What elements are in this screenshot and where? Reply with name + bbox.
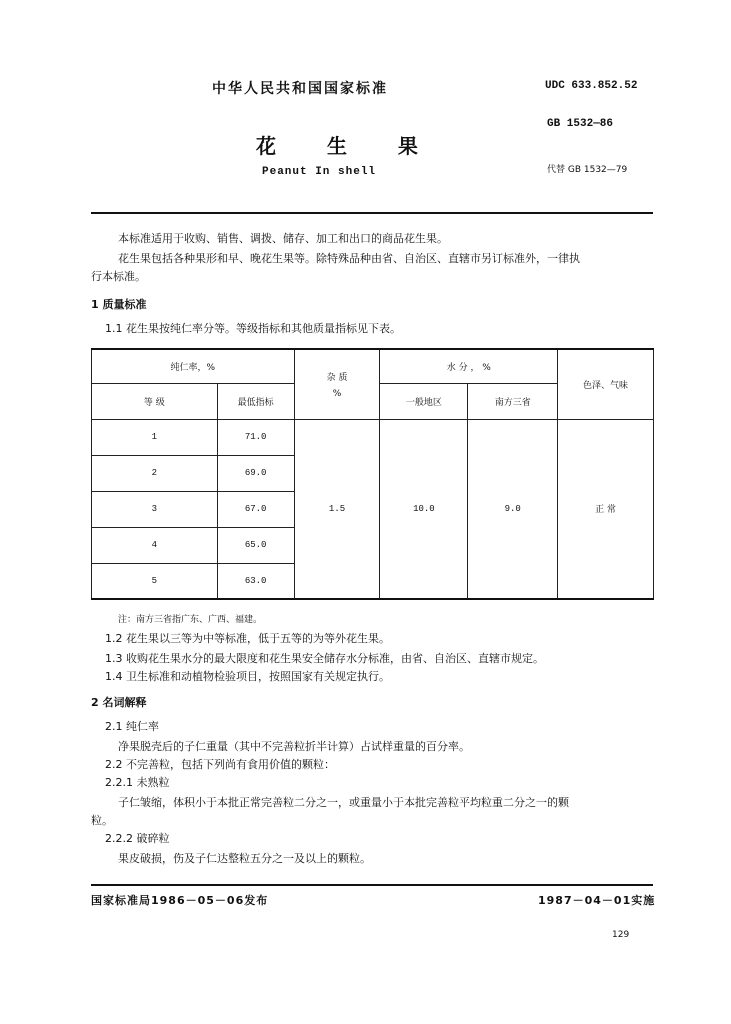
impurity-value: 1.5 (294, 419, 380, 599)
clause-2-2-2: 2.2.2 破碎粒 (105, 832, 170, 845)
intro-paragraph-2: 花生果包括各种果形和早、晚花生果等。除特殊品种由省、自治区、直辖市另订标准外，一律执 (118, 252, 580, 265)
quality-table (91, 348, 654, 600)
section-2-heading: 2 名词解释 (91, 696, 147, 709)
section-1-heading: 1 质量标准 (91, 298, 147, 311)
issuing-authority: 中华人民共和国国家标准 (212, 81, 388, 97)
color-odor-value: 正 常 (558, 419, 654, 599)
replaces-standard: 代替 GB 1532—79 (547, 165, 628, 175)
clause-1-4: 1.4 卫生标准和动植物检验项目，按照国家有关规定执行。 (105, 670, 390, 683)
header-divider (91, 212, 653, 214)
page-number: 129 (612, 930, 630, 940)
grade-cell: 1 (92, 419, 218, 455)
grade-cell: 3 (92, 491, 218, 527)
header-southern-provinces: 南方三省 (468, 383, 558, 419)
moisture-south-value: 9.0 (468, 419, 558, 599)
clause-2-2-2-text: 果皮破损，伤及子仁达整粒五分之一及以上的颗粒。 (118, 852, 371, 865)
intro-paragraph-2-cont: 行本标准。 (91, 270, 146, 283)
min-index-cell: 71.0 (217, 419, 294, 455)
min-index-cell: 69.0 (217, 455, 294, 491)
clause-2-2: 2.2 不完善粒，包括下列尚有食用价值的颗粒： (105, 758, 335, 771)
clause-2-1: 2.1 纯仁率 (105, 720, 159, 733)
header-grade: 等 级 (92, 383, 218, 419)
udc-code: UDC 633.852.52 (545, 80, 638, 92)
clause-2-1-text: 净果脱壳后的子仁重量（其中不完善粒折半计算）占试样重量的百分率。 (118, 740, 470, 753)
header-moisture: 水 分 ， % (380, 349, 558, 383)
clause-2-2-1-text-cont: 粒。 (91, 814, 113, 827)
header-general-region: 一般地区 (380, 383, 468, 419)
header-impurity (294, 349, 380, 419)
header-min-index: 最低指标 (217, 383, 294, 419)
clause-2-2-1-text: 子仁皱缩，体积小于本批正常完善粒二分之一，或重量小于本批完善粒平均粒重二分之一的颗 (118, 796, 569, 809)
header-impurity-label: 杂 质 (326, 372, 348, 383)
grade-cell: 2 (92, 455, 218, 491)
table-note: 注：南方三省指广东、广西、福建。 (118, 615, 263, 625)
header-impurity-unit: % (332, 388, 342, 399)
standard-code: GB 1532—86 (547, 118, 614, 130)
min-index-cell: 63.0 (217, 563, 294, 599)
clause-2-2-1: 2.2.1 未熟粒 (105, 776, 170, 789)
grade-cell: 5 (92, 563, 218, 599)
clause-1-3: 1.3 收购花生果水分的最大限度和花生果安全储存水分标准，由省、自治区、直辖市规定。 (105, 652, 544, 665)
min-index-cell: 67.0 (217, 491, 294, 527)
issued-date: 国家标准局1986－05－06发布 (91, 894, 269, 907)
document-title-english: Peanut In shell (262, 166, 377, 178)
header-color-odor: 色泽、气味 (558, 349, 654, 419)
clause-1-1: 1.1 花生果按纯仁率分等。等级指标和其他质量指标见下表。 (105, 322, 401, 335)
moisture-general-value: 10.0 (380, 419, 468, 599)
clause-1-2: 1.2 花生果以三等为中等标准，低于五等的为等外花生果。 (105, 632, 390, 645)
min-index-cell: 65.0 (217, 527, 294, 563)
document-title: 花 生 果 (256, 134, 440, 158)
intro-paragraph-1: 本标准适用于收购、销售、调拨、储存、加工和出口的商品花生果。 (118, 232, 448, 245)
effective-date: 1987－04－01实施 (538, 894, 656, 907)
header-purity: 纯仁率，% (92, 349, 295, 383)
footer-divider (91, 884, 653, 886)
grade-cell: 4 (92, 527, 218, 563)
